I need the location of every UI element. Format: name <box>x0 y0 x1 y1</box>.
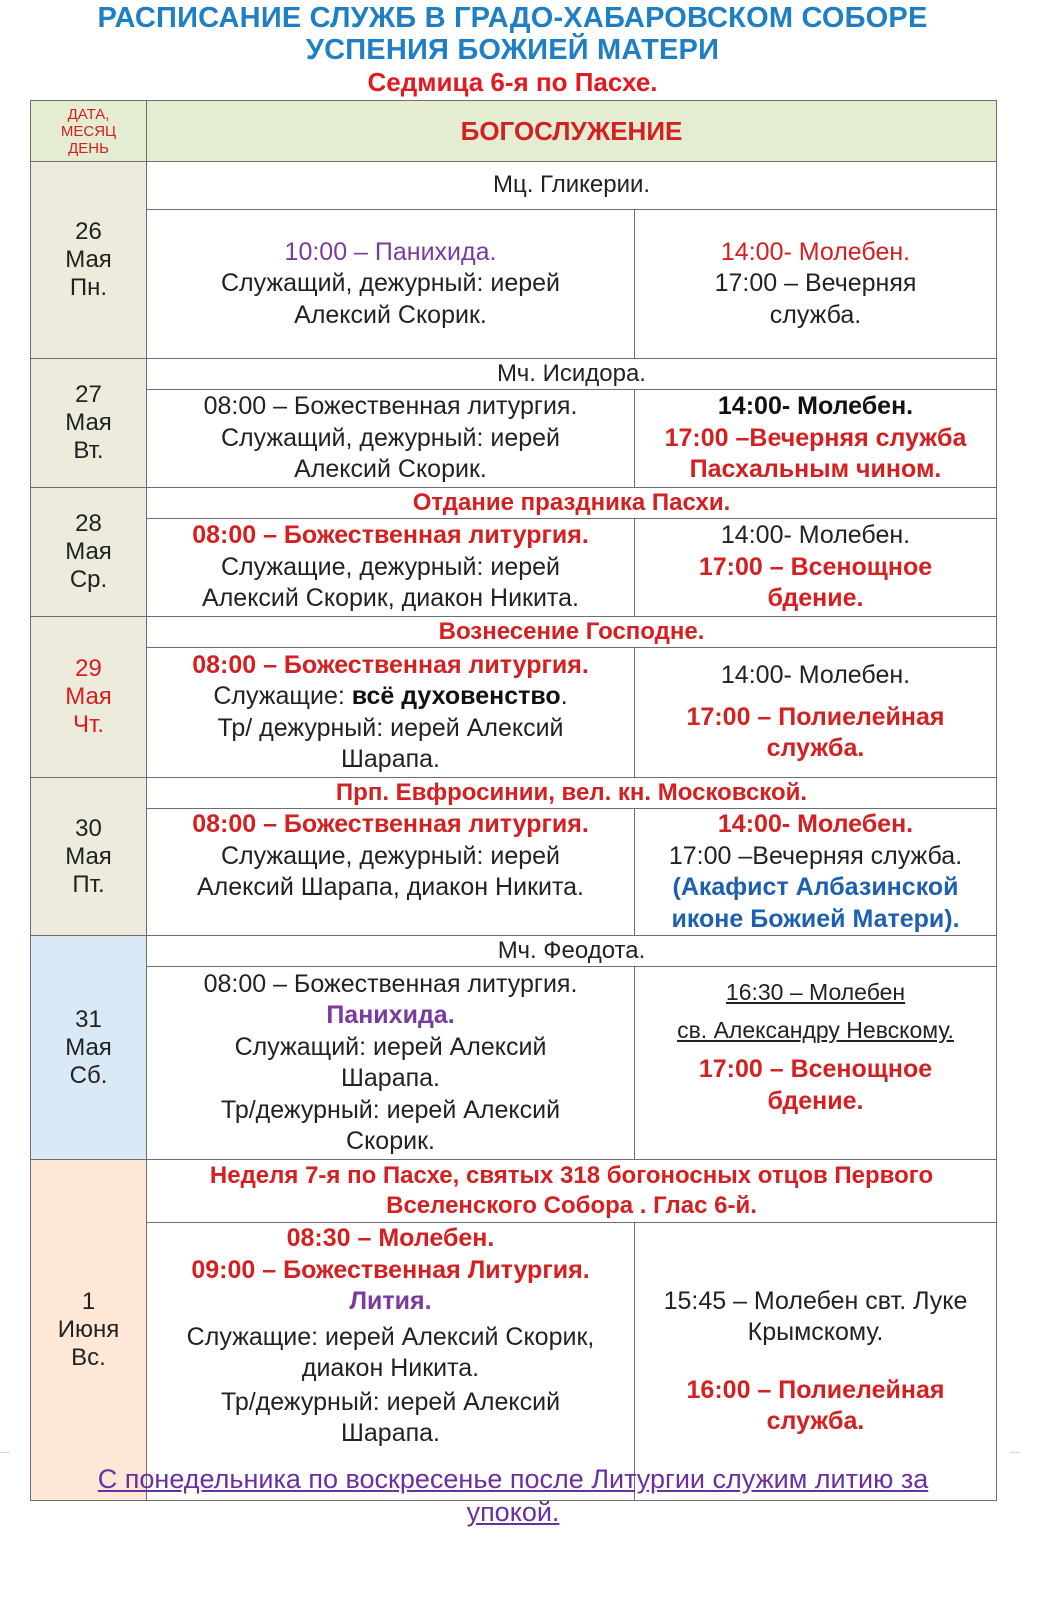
service-line: Шарапа. <box>340 1419 440 1448</box>
service-line: 14:00- Молебен. <box>720 661 911 690</box>
date-header-line: ДЕНЬ <box>68 139 109 157</box>
feast-row <box>31 162 997 210</box>
date-cell <box>31 778 147 936</box>
evening-services <box>635 209 997 358</box>
month: Мая <box>65 538 112 565</box>
service-line: (Акафист Албазинской <box>672 873 959 901</box>
service-line: Шарапа. <box>340 1064 440 1092</box>
date-cell <box>31 936 147 1160</box>
service-row <box>31 809 997 936</box>
divider-mark <box>0 1440 10 1453</box>
date-header-line: МЕСЯЦ <box>60 122 117 140</box>
service-line: Скорик. <box>346 1127 435 1155</box>
service-line: 17:00 – Всенощное <box>698 552 933 581</box>
service-line: св. Александру Невскому. <box>677 1016 954 1043</box>
service-line: 14:00- Молебен. <box>717 392 914 421</box>
feast-title: Мч. Феодота. <box>147 936 997 967</box>
morning-services <box>147 809 635 936</box>
service-label: Служащие: <box>213 682 352 711</box>
title-line-2: УСПЕНИЯ БОЖИЕЙ МАТЕРИ <box>305 34 720 66</box>
feast-row <box>31 1160 997 1223</box>
feast-row <box>31 936 997 967</box>
date-header-line: ДАТА, <box>67 105 110 123</box>
service-line: бдение. <box>767 584 864 613</box>
evening-services <box>635 390 997 488</box>
page-title <box>0 2 1025 66</box>
service-line: Лития. <box>349 1287 432 1316</box>
date-cell <box>31 488 147 617</box>
punctuation: . <box>560 682 568 711</box>
footer-line: С понедельника по воскресенье после Литургии служим литию за <box>97 1464 929 1494</box>
service-line: Служащий: иерей Алексий <box>234 1032 547 1061</box>
date-cell <box>31 162 147 359</box>
divider-mark <box>1010 1440 1020 1453</box>
date-cell <box>31 1160 147 1501</box>
service-line: 14:00- Молебен. <box>720 521 911 550</box>
feast-title: Мч. Исидора. <box>147 359 997 390</box>
morning-services <box>147 209 635 358</box>
morning-services <box>147 519 635 617</box>
feast-title <box>147 1160 997 1223</box>
service-line: 17:00 – Вечерняя <box>714 269 917 298</box>
service-row <box>31 1223 997 1501</box>
day-number: 26 <box>75 218 102 245</box>
service-line: Служащие: иерей Алексий Скорик, <box>186 1322 595 1351</box>
service-row <box>31 519 997 617</box>
service-line: диакон Никита. <box>301 1354 480 1383</box>
service-line: иконе Божией Матери). <box>671 904 960 933</box>
week-subtitle: Седмица 6-я по Пасхе. <box>367 67 658 97</box>
service-row <box>31 967 997 1160</box>
service-line: 08:30 – Молебен. <box>286 1224 495 1253</box>
service-row <box>31 648 997 778</box>
date-cell <box>31 617 147 778</box>
morning-services <box>147 1223 635 1501</box>
service-line: 09:00 – Божественная Литургия. <box>191 1255 590 1284</box>
evening-services <box>635 648 997 778</box>
service-line: Тр/дежурный: иерей Алексий <box>220 1387 561 1416</box>
service-line: Алексий Скорик. <box>294 455 487 484</box>
service-line: Служащий, дежурный: иерей <box>220 269 561 298</box>
service-line: 17:00 –Вечерняя служба <box>664 423 967 452</box>
service-line: Алексий Скорик, диакон Никита. <box>202 584 579 613</box>
service-line: Крымскому. <box>747 1318 884 1347</box>
service-line: Тр/дежурный: иерей Алексий <box>220 1095 561 1124</box>
feast-row <box>31 488 997 519</box>
feast-line: Вселенского Собора . Глас 6-й. <box>386 1192 757 1220</box>
service-line: Служащие, дежурный: иерей <box>221 552 560 581</box>
service-line: бдение. <box>767 1086 864 1115</box>
date-column-header <box>31 101 147 162</box>
service-line: 08:00 – Божественная литургия. <box>192 650 589 679</box>
month: Июня <box>57 1316 120 1343</box>
service-line: 08:00 – Божественная литургия. <box>192 810 589 838</box>
title-line-1: РАСПИСАНИЕ СЛУЖБ В ГРАДО-ХАБАРОВСКОМ СОБОРЕ <box>97 2 928 34</box>
weekday: Пт. <box>72 870 105 898</box>
service-line <box>147 681 634 713</box>
feast-title: Вознесение Господне. <box>147 617 997 648</box>
service-line: Тр/ дежурный: иерей Алексий <box>217 713 564 742</box>
weekday: Чт. <box>73 711 104 738</box>
service-line: Служащие, дежурный: иерей <box>221 841 560 870</box>
day-number: 29 <box>75 655 102 682</box>
service-line: Пасхальным чином. <box>689 455 942 484</box>
weekday: Ср. <box>69 566 108 593</box>
service-column-header: БОГОСЛУЖЕНИЕ <box>147 101 997 162</box>
service-line: 17:00 – Полиелейная <box>686 702 945 731</box>
weekday: Сб. <box>69 1061 108 1089</box>
feast-title: Отдание праздника Пасхи. <box>147 488 997 519</box>
month: Мая <box>65 409 112 436</box>
service-line: 16:00 – Полиелейная <box>686 1375 945 1404</box>
feast-row <box>31 778 997 809</box>
service-line: 10:00 – Панихида. <box>284 237 497 266</box>
evening-services <box>635 809 997 936</box>
weekday: Вт. <box>73 437 104 464</box>
service-line: 08:00 – Божественная литургия. <box>203 969 578 998</box>
month: Мая <box>65 842 112 870</box>
evening-services <box>635 967 997 1160</box>
service-line: Служащий, дежурный: иерей <box>220 423 561 452</box>
month: Мая <box>65 246 112 273</box>
weekday: Пн. <box>69 274 108 301</box>
service-line: служба. <box>769 300 862 329</box>
feast-title: Прп. Евфросинии, вел. кн. Московской. <box>147 778 997 809</box>
month: Мая <box>65 1033 112 1061</box>
schedule-table <box>30 100 997 1501</box>
service-line: Алексий Шарапа, диакон Никита. <box>197 873 584 901</box>
morning-services <box>147 390 635 488</box>
feast-row <box>31 359 997 390</box>
service-line: 08:00 – Божественная литургия. <box>203 392 578 421</box>
morning-services <box>147 648 635 778</box>
day-number: 31 <box>75 1005 102 1033</box>
service-line: Алексий Скорик. <box>294 300 487 329</box>
feast-row <box>31 617 997 648</box>
table-header-row <box>31 101 997 162</box>
date-cell <box>31 359 147 488</box>
service-line: служба. <box>766 734 865 763</box>
weekday: Вс. <box>71 1344 106 1371</box>
day-number: 28 <box>75 510 102 537</box>
morning-services <box>147 967 635 1160</box>
day-number: 27 <box>75 381 102 408</box>
service-line: 14:00- Молебен. <box>717 810 914 838</box>
month: Мая <box>65 683 112 710</box>
evening-services <box>635 519 997 617</box>
service-row <box>31 390 997 488</box>
service-line: служба. <box>766 1407 865 1436</box>
service-line: Панихида. <box>326 1001 455 1029</box>
service-line: Шарапа. <box>340 745 440 774</box>
service-line: 08:00 – Божественная литургия. <box>192 521 589 550</box>
feast-title: Мц. Гликерии. <box>147 162 997 210</box>
feast-line: Неделя 7-я по Пасхе, святых 318 богоносных отцов Первого <box>209 1162 934 1190</box>
service-line: 17:00 –Вечерняя служба. <box>668 841 963 870</box>
clergy-all: всё духовенство <box>351 682 561 711</box>
service-line: 14:00- Молебен. <box>720 237 911 266</box>
service-line: 16:30 – Молебен <box>725 979 906 1005</box>
day-number: 30 <box>75 814 102 842</box>
footer-line: упокой. <box>466 1497 560 1527</box>
service-line: 15:45 – Молебен свт. Луке <box>663 1286 968 1315</box>
service-line: 17:00 – Всенощное <box>698 1055 933 1083</box>
service-row <box>31 209 997 358</box>
evening-services <box>635 1223 997 1501</box>
footer-note <box>30 1463 996 1529</box>
day-number: 1 <box>81 1288 96 1315</box>
